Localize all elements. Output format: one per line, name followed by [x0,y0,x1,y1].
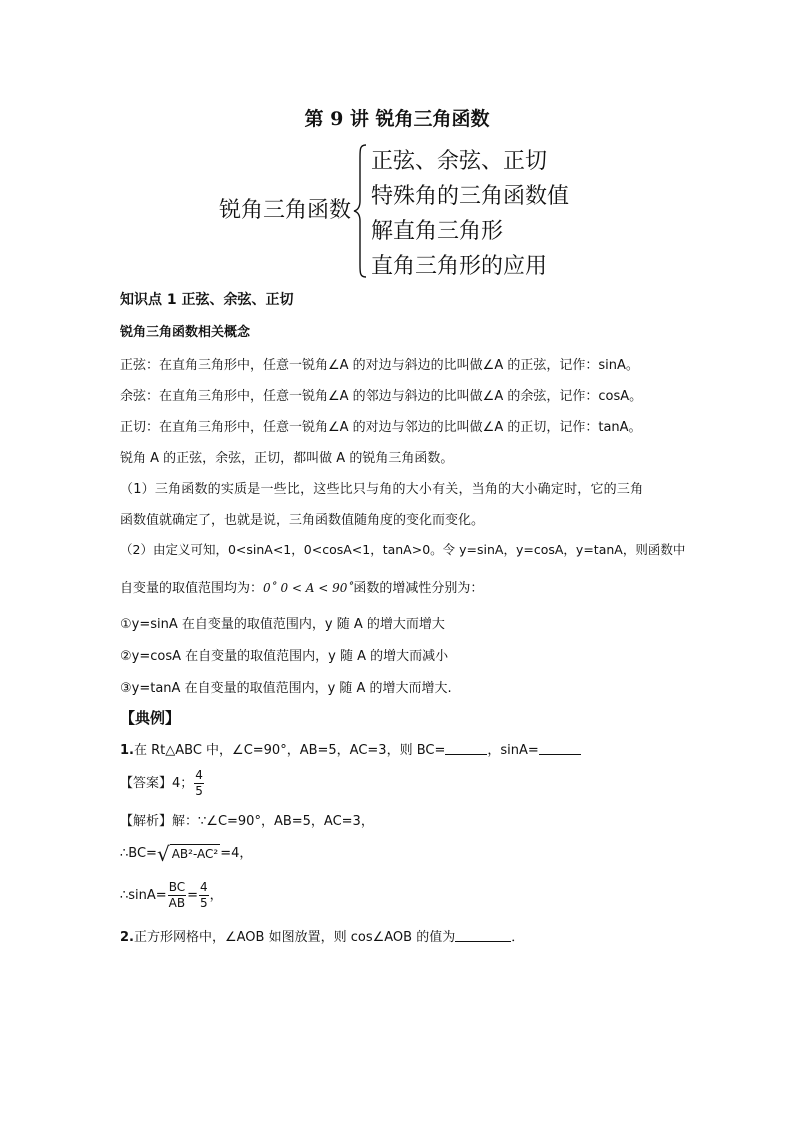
answer-line [120,768,205,799]
question-1-mid: ，sinA= [487,743,539,758]
answer-label: 【答案】 [120,776,173,791]
question-1-number: 1. [120,743,134,758]
section-subheading: 锐角三角函数相关概念 [120,325,251,340]
question-1-text: 在 Rt△ABC 中，∠C=90°，AB=5，AC=3，则 BC= [133,743,446,758]
examples-heading: 【典例】 [120,709,181,727]
step1-prefix: ∴BC= [120,846,157,861]
monotonic-sine: ①y=sinA 在自变量的取值范围内，y 随 A 的增大而增大 [120,617,445,632]
note1-line1: （1）三角函数的实质是一些比，这些比只与角的大小有关，当角的大小确定时，它的三角 [120,482,644,497]
fraction-4-5-denominator: 5 [200,896,208,910]
definition-summary: 锐角 A 的正弦，余弦，正切，都叫做 A 的锐角三角函数。 [120,451,454,466]
step2-equals: = [187,888,198,903]
answer-fraction-numerator: 4 [195,768,203,782]
fraction-4-5-numerator: 4 [200,880,208,894]
answer-fraction-denominator: 5 [195,784,203,798]
answer-fraction [194,768,204,799]
fraction-bc-ab-denominator: AB [168,896,186,910]
question-2-end: ． [511,930,525,945]
note1-line2: 函数值就确定了，也就是说，三角函数值随角度的变化而变化。 [120,513,485,528]
step2-prefix: ∴sinA= [120,888,167,903]
question-2-text: 正方形网格中，∠AOB 如图放置，则 cos∠AOB 的值为 [133,930,456,945]
outline-item-sine-cosine-tangent: 正弦、余弦、正切 [371,149,548,174]
curly-brace-icon [352,143,368,279]
question-2-number: 2. [120,930,134,945]
fraction-bc-ab [168,880,186,911]
note2-line2 [120,577,483,596]
radical-sign-icon: √ [156,841,170,866]
definition-sine: 正弦：在直角三角形中，任意一锐角∠A 的对边与斜边的比叫做∠A 的正弦，记作：sinA。 [120,358,639,373]
outline-item-applications: 直角三角形的应用 [371,254,548,279]
radicand: AB²-AC² [170,844,221,864]
fraction-bc-ab-numerator: BC [168,880,186,894]
page-title: 第 9 讲 锐角三角函数 [304,108,490,130]
definition-tangent: 正切：在直角三角形中，任意一锐角∠A 的对边与邻边的比叫做∠A 的正切，记作：tanA。 [120,420,642,435]
analysis-label: 【解析】 [120,814,173,829]
fraction-4-5 [199,880,209,911]
analysis-line [120,810,374,829]
answer-text: 4； [172,776,194,791]
step1-suffix: =4， [220,846,253,861]
section-heading: 知识点 1 正弦、余弦、正切 [120,292,294,308]
outline-item-solve-right-triangle: 解直角三角形 [371,219,504,244]
outline-root: 锐角三角函数 [219,198,352,223]
answer-blank-cos [455,929,511,942]
note2-line2-suffix: 函数的增减性分别为： [353,581,484,596]
definition-cosine: 余弦：在直角三角形中，任意一锐角∠A 的邻边与斜边的比叫做∠A 的余弦，记作：cosA。 [120,389,643,404]
step2-suffix: ， [209,888,223,903]
monotonic-cosine: ②y=cosA 在自变量的取值范围内，y 随 A 的增大而减小 [120,649,449,664]
question-1 [120,739,581,758]
analysis-text: 解：∵∠C=90°，AB=5，AC=3， [172,814,374,829]
analysis-step-1 [120,842,252,864]
square-root [156,841,220,866]
answer-blank-bc [445,742,487,755]
question-2 [120,926,524,945]
answer-blank-sina [539,742,581,755]
outline-item-special-angles: 特殊角的三角函数值 [371,184,570,209]
analysis-step-2 [120,880,223,911]
monotonic-tangent: ③y=tanA 在自变量的取值范围内，y 随 A 的增大而增大. [120,681,452,696]
note2-line1: （2）由定义可知，0<sinA<1，0<cosA<1，tanA>0。令 y=sinA，y=cosA，y=tanA，则函数中 [120,542,686,557]
note2-line2-prefix: 自变量的取值范围均为： [120,581,264,596]
angle-range: 0˚ 0 < A < 90˚ [263,581,354,595]
